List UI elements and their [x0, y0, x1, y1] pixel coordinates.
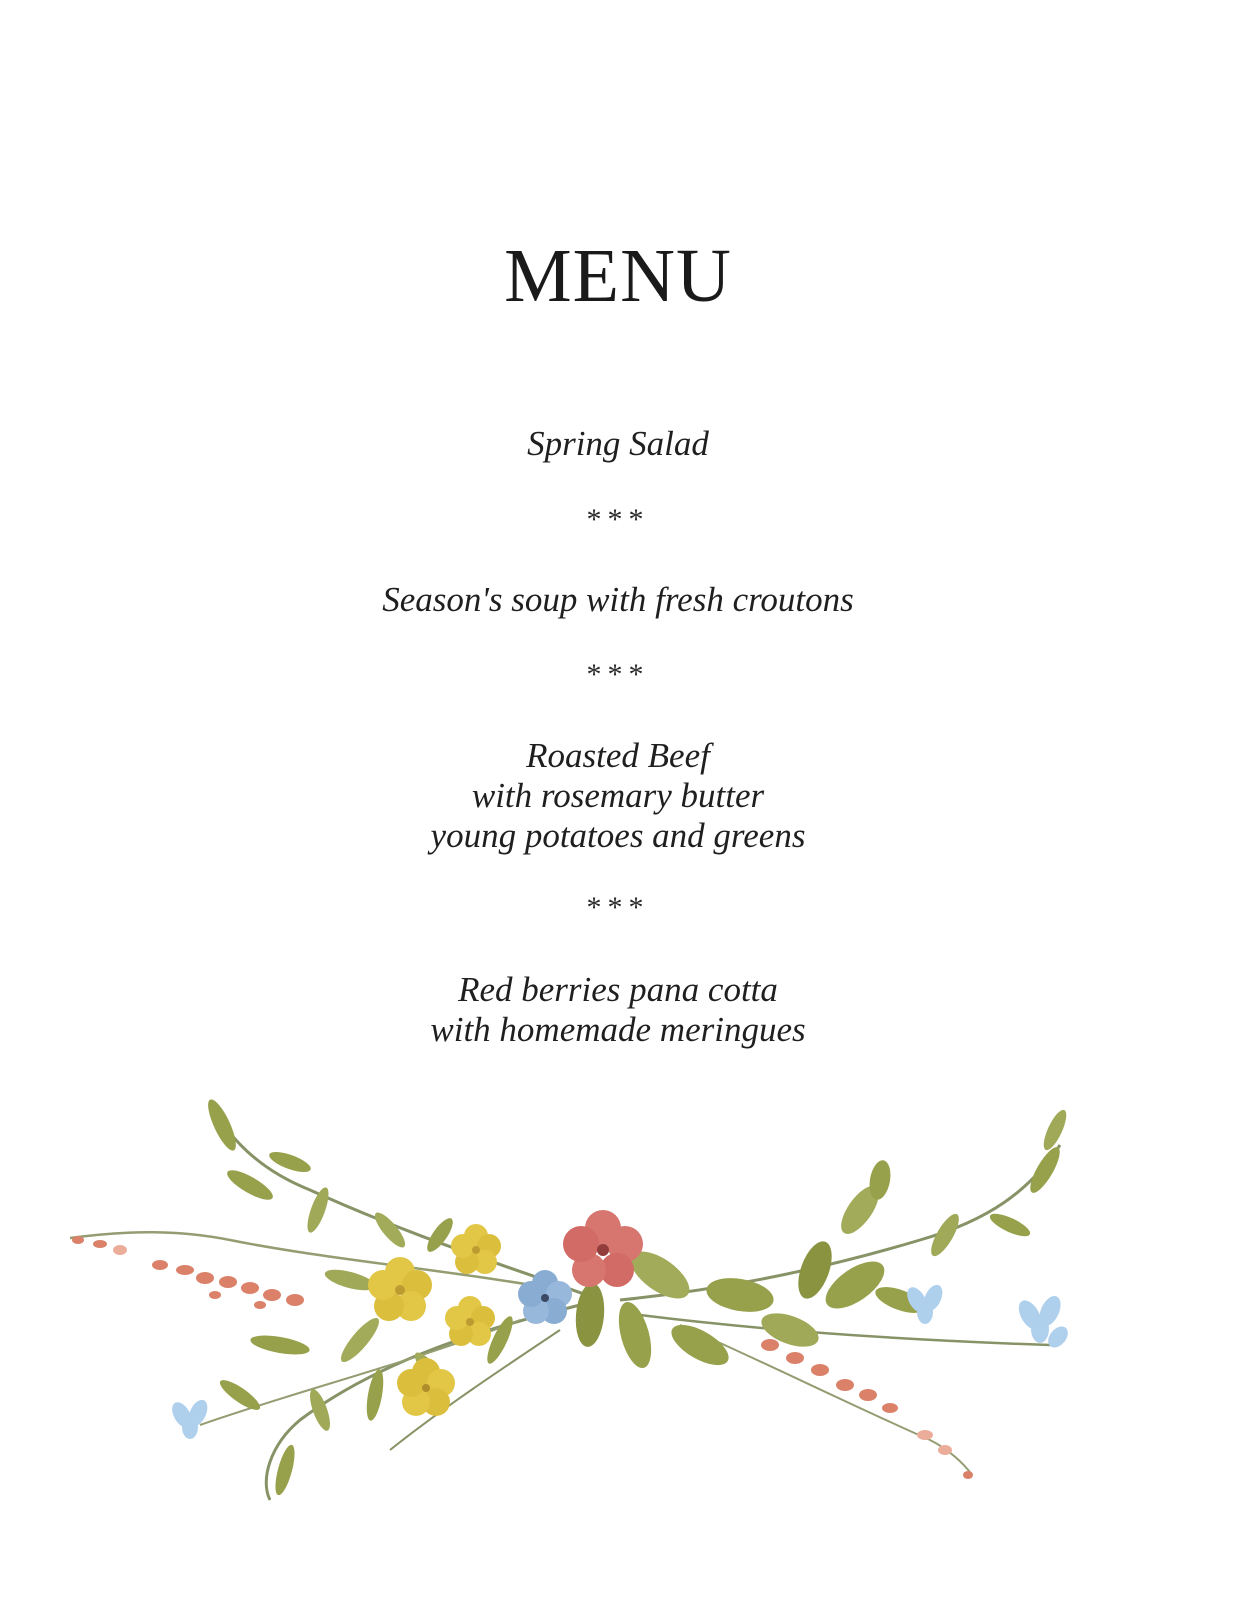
- course-line: with rosemary butter: [471, 776, 765, 815]
- course-line: Spring Salad: [527, 424, 709, 463]
- course-line: Season's soup with fresh croutons: [382, 580, 854, 619]
- course-line: Red berries pana cotta: [458, 970, 778, 1009]
- course-soup: [0, 580, 1236, 620]
- course-line: with homemade meringues: [430, 1010, 806, 1049]
- red-flower: [563, 1210, 643, 1287]
- course-dessert: [0, 970, 1236, 1050]
- course-line: young potatoes and greens: [430, 816, 806, 855]
- menu-title: MENU: [504, 234, 732, 318]
- course-divider: ***: [586, 658, 650, 691]
- course-starter: [0, 424, 1236, 464]
- floral-garland-illustration: [0, 1090, 1236, 1540]
- course-main: [0, 736, 1236, 856]
- course-divider: ***: [586, 891, 650, 924]
- course-divider: ***: [586, 503, 650, 536]
- course-line: Roasted Beef: [526, 736, 710, 775]
